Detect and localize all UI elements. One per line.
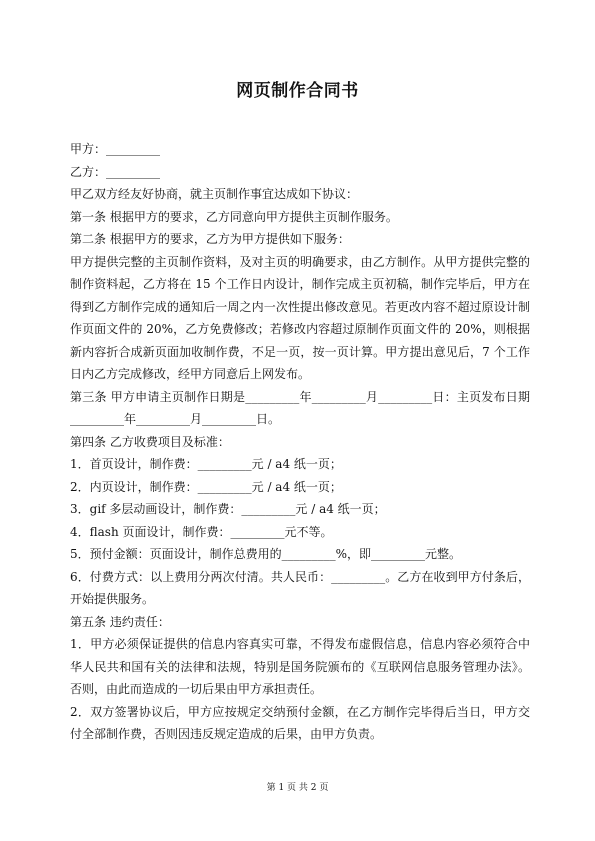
article-3: 第三条 甲方申请主页制作日期是_________年_________月_________日：主页发布日期_________年_________月_________日。 bbox=[70, 389, 530, 426]
fee-item-3: 3．gif 多层动画设计，制作费：_________元 / a4 纸一页； bbox=[70, 502, 386, 516]
article-1: 第一条 根据甲方的要求，乙方同意向甲方提供主页制作服务。 bbox=[70, 209, 398, 224]
article-2-heading: 第二条 根据甲方的要求，乙方为甲方提供如下服务： bbox=[70, 232, 350, 246]
page-number-footer: 第 1 页 共 2 页 bbox=[266, 783, 329, 793]
document-title: 网页制作合同书 bbox=[236, 81, 359, 101]
party-b-line: 乙方：_________ bbox=[70, 164, 161, 179]
fee-item-4: 4．flash 页面设计，制作费：_________元不等。 bbox=[70, 524, 333, 539]
fee-item-6: 6．付费方式：以上费用分两次付清。共人民币：_________。乙方在收到甲方付条后，开始提供服务。 bbox=[70, 569, 530, 606]
liability-item-2: 2．双方签署协议后，甲方应按规定交纳预付金额，在乙方制作完毕得后当日，甲方交付全部制作费，否则因违反规定造成的后果，由甲方负责。 bbox=[70, 704, 530, 741]
article-5-heading: 第五条 违约责任： bbox=[70, 614, 170, 629]
liability-item-1: 1．甲方必须保证提供的信息内容真实可靠，不得发布虚假信息，信息内容必须符合中华人民共和国有关的法律和法规，特别是国务院颁布的《互联网信息服务管理办法》。否则，由此而造成的一切后果由甲方承担责任。 bbox=[70, 637, 530, 696]
article-2-body: 甲方提供完整的主页制作资料，及对主页的明确要求，由乙方制作。从甲方提供完整的制作资料起，乙方将在 15 个工作日内设计，制作完成主页初稿，制作完毕后，甲方在得到乙方制作完成的通知后一周之内一次性提出修改意见。若更改内容不超过原设计制作页面文件的 20%，乙方免费修改；若修改内容超过原制作页面文件的 20%，则根据新内容折合成新页面加收制作费，不足一页，按一页计算。甲方提出意见后，7 个工作日内乙方完成修改，经甲方同意后上网发布。 bbox=[70, 254, 530, 381]
party-a-line: 甲方：_________ bbox=[70, 142, 161, 156]
fee-item-1: 1．首页设计，制作费：_________元 / a4 纸一页； bbox=[70, 457, 342, 471]
fee-item-2: 2．内页设计，制作费：_________元 / a4 纸一页； bbox=[70, 479, 342, 494]
document-body bbox=[70, 138, 530, 746]
article-4-heading: 第四条 乙方收费项目及标准： bbox=[70, 434, 230, 449]
fee-item-5: 5．预付金额：页面设计，制作总费用的_________%，即_________元整。 bbox=[70, 547, 462, 561]
agreement-intro: 甲乙双方经友好协商，就主页制作事宜达成如下协议： bbox=[70, 187, 359, 201]
